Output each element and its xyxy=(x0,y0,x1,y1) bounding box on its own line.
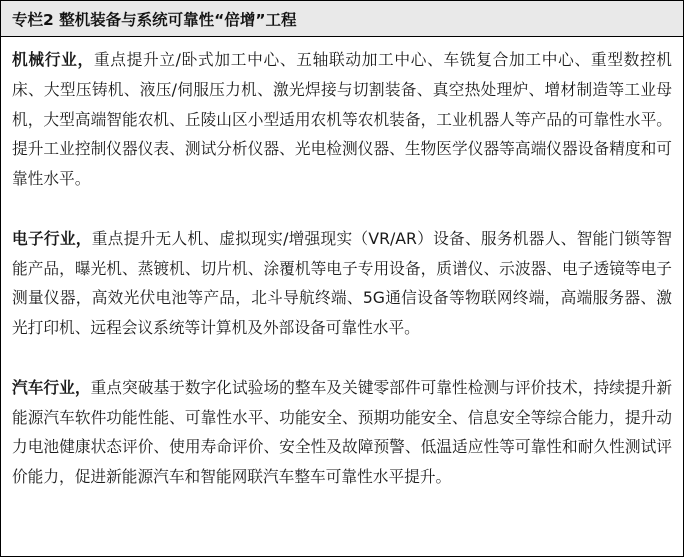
section-automotive-body: 重点突破基于数字化试验场的整车及关键零部件可靠性检测与评价技术，持续提升新能源汽车软件功能性能、可靠性水平、功能安全、预期功能安全、信息安全等综合能力，提升动力电池健康状态评价、使用寿命评价、安全性及故障预警、低温适应性等可靠性和耐久性测试评价能力，促进新能源汽车和智能网联汽车整车可靠性水平提升。 xyxy=(12,377,673,487)
section-electronics xyxy=(12,224,672,343)
section-electronics-title: 电子行业， xyxy=(12,228,92,248)
section-automotive-title: 汽车行业， xyxy=(12,377,91,397)
column-content xyxy=(1,37,683,492)
section-machinery-title: 机械行业， xyxy=(12,50,94,69)
section-electronics-body: 重点提升无人机、虚拟现实/增强现实（VR/AR）设备、服务机器人、智能门锁等智能产品，曝光机、蒸镀机、切片机、涂覆机等电子专用设备，质谱仪、示波器、电子透镜等电子测量仪器，高效光伏电池等产品，北斗导航终端、5G通信设备等物联网终端，高端服务器、激光打印机、远程会议系统等计算机及外部设备可靠性水平。 xyxy=(12,228,672,338)
section-machinery xyxy=(12,45,672,194)
section-machinery-body: 重点提升立/卧式加工中心、五轴联动加工中心、车铣复合加工中心、重型数控机床、大型压铸机、液压/伺服压力机、激光焊接与切割装备、真空热处理炉、增材制造等工业母机，大型高端智能农机、丘陵山区小型适用农机等农机装备，工业机器人等产品的可靠性水平。提升工业控制仪器仪表、测试分析仪器、光电检测仪器、生物医学仪器等高端仪器设备精度和可靠性水平。 xyxy=(12,50,672,189)
section-automotive xyxy=(12,373,672,492)
column-title: 专栏2 整机装备与系统可靠性“倍增”工程 xyxy=(12,10,297,29)
column-header xyxy=(1,1,683,37)
